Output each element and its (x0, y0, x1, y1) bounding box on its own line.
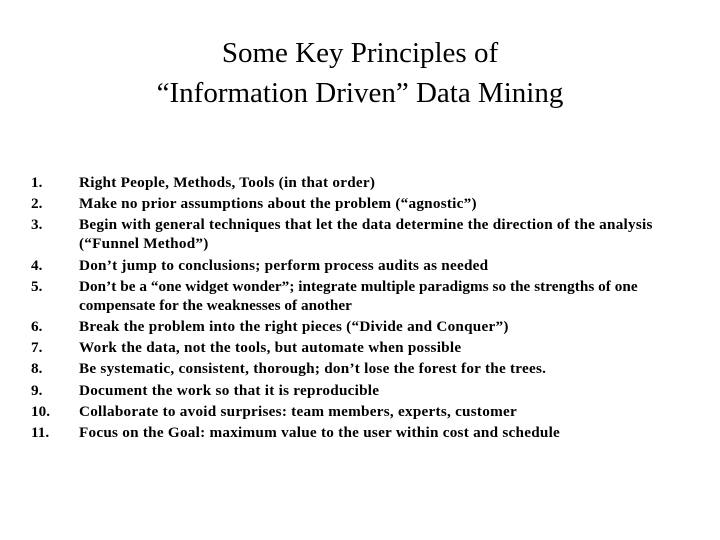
principle-text: Make no prior assumptions about the problem (“agnostic”) (79, 195, 477, 213)
principle-number: 8. (31, 360, 43, 378)
principle-number: 11. (31, 423, 50, 441)
principle-number: 7. (31, 339, 43, 357)
principle-number: 6. (31, 317, 43, 335)
principle-item (31, 423, 701, 442)
principle-item (31, 317, 701, 336)
principle-text: Break the problem into the right pieces (“Divide and Conquer”) (79, 317, 509, 335)
principle-item (31, 256, 701, 275)
principle-item (31, 359, 701, 378)
principle-number: 4. (31, 256, 43, 274)
principle-text: Be systematic, consistent, thorough; don’t lose the forest for the trees. (79, 360, 547, 378)
principle-item (31, 173, 701, 192)
slide-title-line-2: “Information Driven” Data Mining (156, 77, 564, 109)
principle-item (31, 215, 701, 253)
principle-text: Document the work so that it is reproducible (79, 381, 380, 399)
principle-text: Right People, Methods, Tools (in that order) (79, 174, 376, 191)
slide-title-line-1: Some Key Principles of (221, 37, 499, 69)
principle-number: 9. (31, 381, 43, 399)
principle-number: 10. (31, 402, 50, 420)
slide-title (0, 33, 720, 113)
principle-text: Begin with general techniques that let the data determine the direction of the analysis (“Funnel Method”) (79, 216, 653, 253)
principle-item (31, 194, 701, 213)
principle-text: Collaborate to avoid surprises: team members, experts, customer (79, 402, 517, 420)
principle-item (31, 338, 701, 357)
principle-text: Don’t jump to conclusions; perform process audits as needed (79, 256, 489, 274)
principle-item (31, 402, 701, 421)
principle-number: 3. (31, 216, 43, 234)
principle-number: 1. (31, 174, 43, 191)
principle-item (31, 381, 701, 400)
principle-text: Work the data, not the tools, but automate when possible (79, 339, 462, 357)
principle-item (31, 277, 701, 315)
principle-text: Don’t be a “one widget wonder”; integrate multiple paradigms so the strengths of one compensate for the weaknesses of another (79, 277, 638, 314)
principle-number: 2. (31, 195, 43, 213)
principle-text: Focus on the Goal: maximum value to the user within cost and schedule (79, 423, 561, 441)
principle-number: 5. (31, 277, 43, 295)
principles-list (31, 173, 701, 444)
